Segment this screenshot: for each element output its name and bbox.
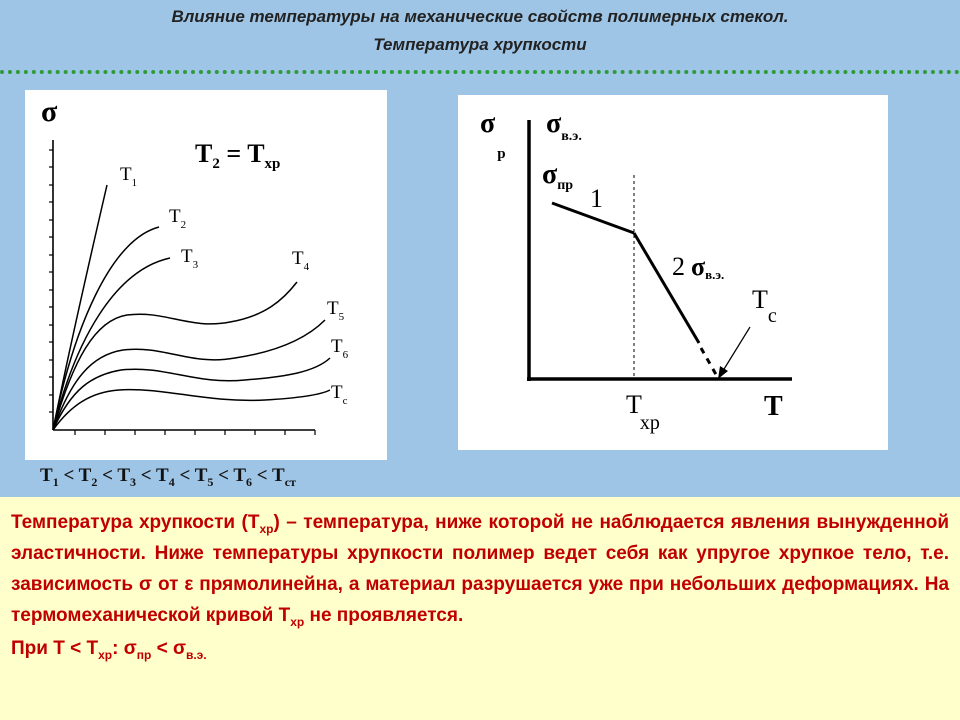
definition-paragraph: Температура хрупкости $(Т_{хр})$ – температура, ниже которой не наблюдается явления вынужденной эластичности. Ниже температуры хрупкости полимер ведет себя как упругое хрупкое тело, т.е. зависимость σ от ε прямолинейна, а материал разрушается уже при небольших деформациях. На термомеханической кривой $Т_{хр}$ не проявляется. [11, 512, 950, 629]
epsilon-symbol: ε [184, 574, 194, 595]
curve-t6 [53, 358, 330, 430]
order-separator: < [252, 465, 273, 486]
y-axis-sigma-symbol: $\sigma_р$ [480, 108, 506, 162]
order-separator: < [136, 465, 157, 486]
sigma-ve-label: $\sigma_{в.э.}$ [546, 108, 582, 144]
order-term: $T_{ст}$ [272, 465, 296, 489]
curve-t2 [53, 227, 159, 430]
order-term: $T_4$ [156, 465, 175, 489]
tc-arrow-head [718, 366, 728, 379]
sigma-pr-label: $\sigma_{пр}$ [542, 159, 574, 193]
slide-title-line1: Влияние температуры на механические свойств полимерных стекол. [171, 7, 789, 26]
sigma-symbol: σ [139, 574, 153, 595]
stress-strain-svg [25, 90, 387, 460]
order-term: $T_2$ [78, 465, 98, 489]
label-t3: $T_3$ [181, 246, 199, 271]
label-t4: $T_4$ [292, 248, 310, 273]
curve-t4 [53, 282, 297, 430]
order-separator: < [97, 465, 118, 486]
segment-2-label: 2 σв.э. [672, 252, 725, 282]
tc-label: $T_c$ [752, 285, 777, 327]
brittleness-svg [458, 95, 888, 450]
order-separator: < [174, 465, 195, 486]
definition-box [0, 497, 960, 720]
label-t2: $T_2$ [169, 206, 187, 231]
segment-2 [634, 233, 699, 343]
y-axis-sigma-symbol: σ [41, 95, 58, 128]
slide-title-line2: Температура хрупкости [373, 35, 587, 54]
equation-label: $T_2 = T_{хр}$ [195, 139, 281, 172]
order-term: $T_1$ [40, 465, 59, 489]
label-t5: $T_5$ [327, 298, 345, 323]
curve-tc [53, 390, 330, 430]
x-axis-t-label: T [764, 391, 783, 422]
label-tc: $T_c$ [331, 382, 348, 407]
order-separator: < [58, 465, 79, 486]
label-t6: $T_6$ [331, 336, 349, 361]
condition-line: При $Т < Т_{хр}$: $\sigma_{пр} < \sigma_{в.э.}$ [11, 638, 207, 662]
brittleness-chart [458, 95, 888, 450]
order-term: $T_6$ [233, 465, 253, 489]
label-t1: $T_1$ [120, 164, 138, 189]
tc-arrow-line [721, 327, 750, 374]
order-separator: < [213, 465, 234, 486]
txr-label: T хр [626, 390, 660, 434]
title-divider [0, 70, 960, 74]
order-term: $T_5$ [194, 465, 214, 489]
order-term: $T_3$ [117, 465, 137, 489]
stress-strain-chart [25, 90, 387, 460]
temperature-order [40, 465, 296, 490]
segment-2-dashed [701, 348, 718, 378]
segment-1-label: 1 [590, 184, 603, 213]
